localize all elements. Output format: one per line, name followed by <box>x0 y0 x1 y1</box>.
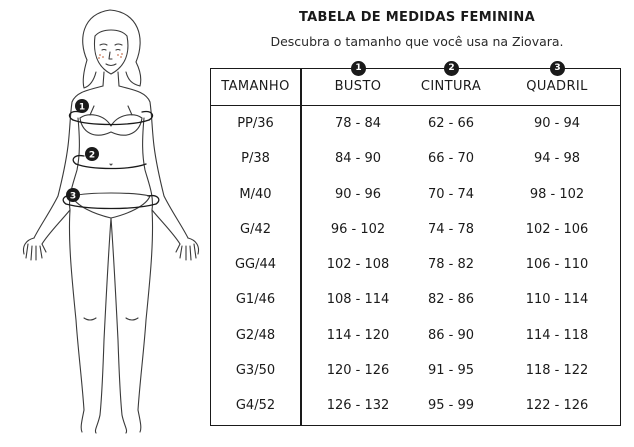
cell-bust: 78 - 84 <box>334 116 382 131</box>
table-row <box>211 282 620 317</box>
cell-bust: 126 - 132 <box>326 398 390 414</box>
table-row <box>211 318 620 353</box>
table-row <box>211 177 620 212</box>
table-body <box>211 106 620 424</box>
cell-size: P/38 <box>241 151 270 167</box>
cell-bust: 84 - 90 <box>334 151 382 167</box>
body-measurement-figure <box>0 0 210 447</box>
marker-1-label: 1 <box>78 102 86 113</box>
header-bust: BUSTO <box>334 79 382 94</box>
cell-hip: 122 - 126 <box>525 398 589 414</box>
legs-outline <box>69 210 84 432</box>
cell-hip: 102 - 106 <box>525 221 589 237</box>
page-subtitle: Descubra o tamanho que você usa na Ziovara. <box>270 34 564 49</box>
table-row <box>211 106 620 141</box>
header-waist: CINTURA <box>420 79 482 94</box>
cell-size: GG/44 <box>234 257 277 273</box>
underwear-outline <box>69 191 150 218</box>
header-badge-2: 2 <box>444 61 459 76</box>
cell-size: G2/48 <box>235 327 276 343</box>
cell-size: PP/36 <box>237 116 274 131</box>
marker-2-label: 2 <box>88 150 96 161</box>
cell-hip: 118 - 122 <box>525 363 589 379</box>
cell-size: G4/52 <box>235 398 276 414</box>
marker-3 <box>66 188 80 202</box>
table-row <box>211 247 620 282</box>
cell-waist: 86 - 90 <box>427 327 475 343</box>
cell-hip: 94 - 98 <box>533 151 581 167</box>
header-badge-3: 3 <box>550 61 565 76</box>
table-row <box>211 353 620 388</box>
cell-waist: 95 - 99 <box>427 398 475 414</box>
cell-bust: 90 - 96 <box>334 186 382 202</box>
size-table <box>210 63 621 426</box>
header-badge-1: 1 <box>351 61 366 76</box>
cell-bust: 96 - 102 <box>330 221 386 237</box>
cell-waist: 70 - 74 <box>427 186 475 202</box>
cell-bust: 102 - 108 <box>326 257 390 273</box>
cell-hip: 114 - 118 <box>525 327 589 343</box>
face-outline <box>94 30 127 74</box>
table-header <box>211 63 620 106</box>
cell-bust: 120 - 126 <box>326 363 390 379</box>
freckles <box>98 53 123 59</box>
table-row <box>211 388 620 423</box>
cell-hip: 106 - 110 <box>525 257 589 273</box>
marker-2 <box>85 147 99 161</box>
header-size: TAMANHO <box>221 79 290 94</box>
cell-waist: 78 - 82 <box>427 257 475 273</box>
marker-3-label: 3 <box>69 191 77 202</box>
cell-waist: 74 - 78 <box>427 221 475 237</box>
page-title: TABELA DE MEDIDAS FEMININA <box>299 10 535 25</box>
cell-hip: 90 - 94 <box>533 116 581 131</box>
cell-bust: 114 - 120 <box>326 327 390 343</box>
marker-1 <box>75 99 89 113</box>
right-hand <box>176 238 199 260</box>
cell-hip: 98 - 102 <box>529 186 585 202</box>
cell-size: G/42 <box>240 221 271 237</box>
cell-size: G1/46 <box>235 292 276 308</box>
cell-waist: 82 - 86 <box>427 292 475 308</box>
bust-measure-line <box>73 120 149 125</box>
cell-bust: 108 - 114 <box>326 292 390 308</box>
cell-size: M/40 <box>239 186 272 202</box>
cell-waist: 66 - 70 <box>427 151 475 167</box>
hair-outline <box>83 10 141 86</box>
left-hand <box>23 238 46 260</box>
cell-hip: 110 - 114 <box>525 292 589 308</box>
cell-waist: 62 - 66 <box>427 116 475 131</box>
cell-size: G3/50 <box>235 363 276 379</box>
table-row <box>211 212 620 247</box>
cell-waist: 91 - 95 <box>427 363 475 379</box>
header-hip: QUADRIL <box>526 79 588 94</box>
table-row <box>211 141 620 176</box>
